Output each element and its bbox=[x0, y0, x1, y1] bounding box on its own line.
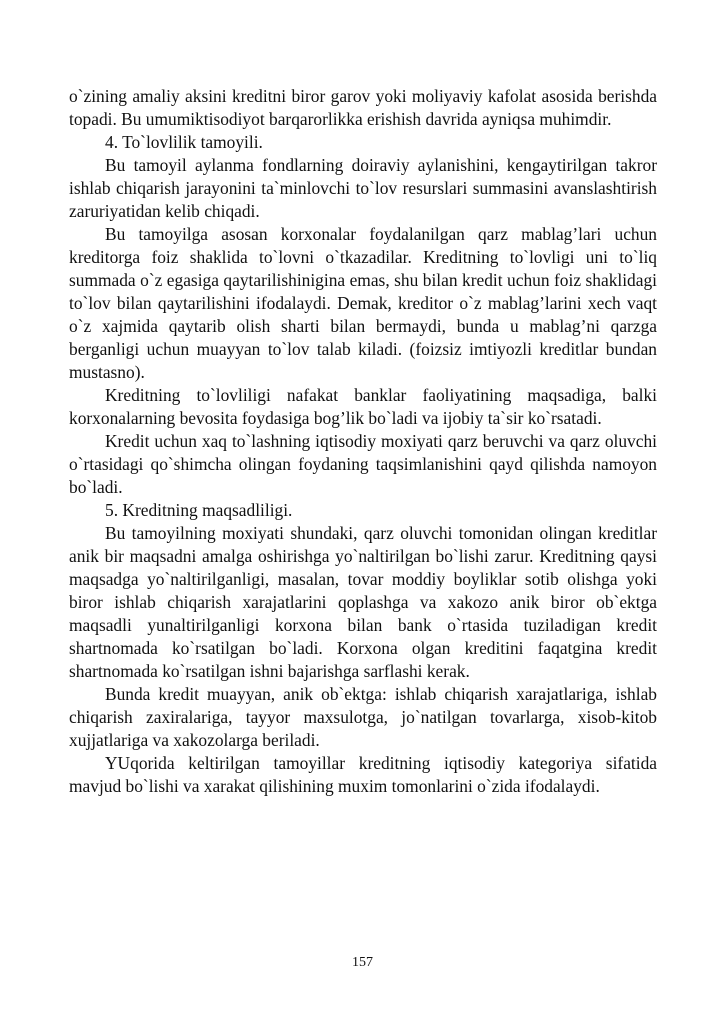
paragraph: Bunda kredit muayyan, anik ob`ektga: ishlab chiqarish xarajatlariga, ishlab chiqarish zaxiralariga, tayyor maxsulotga, jo`natilgan tovarlarga, xisob-kitob xujjatlariga va xakozolarga beriladi. bbox=[69, 684, 657, 750]
heading-principle-5: 5. Kreditning maqsadliligi. bbox=[105, 500, 293, 520]
paragraph: Bu tamoyil aylanma fondlarning doiraviy aylanishini, kengaytirilgan takror ishlab chiqarish jarayonini ta`minlovchi to`lov resurslari summasini avanslashtirish zaruriyatidan kelib chiqadi. bbox=[69, 155, 657, 221]
paragraph: Kreditning to`lovliligi nafakat banklar faoliyatining maqsadiga, balki korxonalarning bevosita foydasiga bog’lik bo`ladi va ijobiy ta`sir ko`rsatadi. bbox=[69, 385, 657, 428]
paragraph: YUqorida keltirilgan tamoyillar kreditning iqtisodiy kategoriya sifatida mavjud bo`lishi va xarakat qilishining muxim tomonlarini o`zida ifodalaydi. bbox=[69, 753, 657, 796]
page-number: 157 bbox=[352, 955, 373, 970]
heading-principle-4: 4. To`lovlilik tamoyili. bbox=[105, 132, 263, 152]
paragraph: Bu tamoyilning moxiyati shundaki, qarz oluvchi tomonidan olingan kreditlar anik bir maqsadni amalga oshirishga yo`naltirilgan bo`lishi zarur. Kreditning qaysi maqsadga yo`naltirilganligi, masalan, tovar moddiy boyliklar sotib olishga yoki biror ishlab chiqarish xarajatlarini qoplashga va xakozo anik biror ob`ektga maqsadli yunaltirilganligi korxona bilan bank o`rtasida tuziladigan kredit shartnomada ko`rsatilgan bo`ladi. Korxona olgan kreditini faqatgina kredit shartnomada ko`rsatilgan ishni bajarishga sarflashi kerak. bbox=[69, 523, 657, 681]
paragraph: Bu tamoyilga asosan korxonalar foydalanilgan qarz mablag’lari uchun kreditorga foiz shaklida to`lovni o`tkazadilar. Kreditning to`lovligi uni to`liq summada o`z egasiga qaytarilishinigina emas, shu bilan kredit uchun foiz shaklidagi to`lov bilan qaytarilishini ifodalaydi. Demak, kreditor o`z mablag’larini xech vaqt o`z xajmida qaytarib olish sharti bilan bermaydi, bunda u mablag’ni qarzga berganligi uchun muayyan to`lov talab kiladi. (foizsiz imtiyozli kreditlar bundan mustasno). bbox=[69, 224, 657, 382]
paragraph-continuation: o`zining amaliy aksini kreditni biror garov yoki moliyaviy kafolat asosida berishda topadi. Bu umumiktisodiyot barqarorlikka erishish davrida ayniqsa muhimdir. bbox=[69, 86, 657, 129]
page-body bbox=[69, 85, 657, 798]
paragraph: Kredit uchun xaq to`lashning iqtisodiy moxiyati qarz beruvchi va qarz oluvchi o`rtasidagi qo`shimcha olingan foydaning taqsimlanishini qayd qilishda namoyon bo`ladi. bbox=[69, 431, 657, 497]
